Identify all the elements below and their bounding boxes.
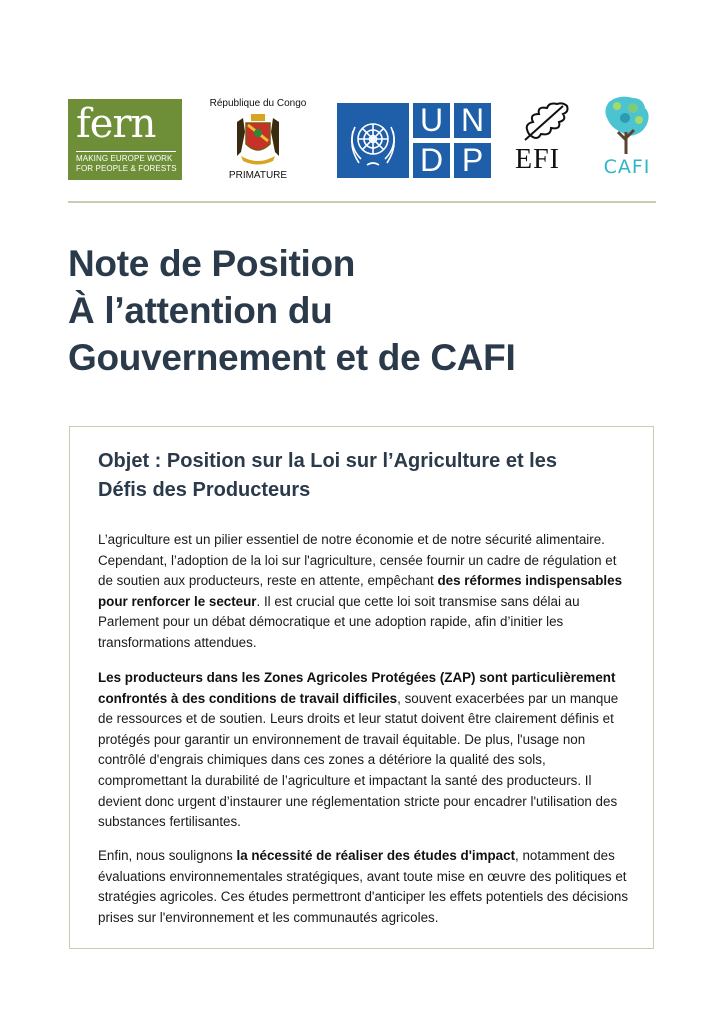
coat-of-arms-icon bbox=[233, 112, 283, 168]
title-line-1: Note de Position bbox=[68, 243, 356, 284]
undp-letter-p: P bbox=[454, 143, 491, 178]
title-line-2: À l’attention du bbox=[68, 290, 333, 331]
title-line-3: Gouvernement et de CAFI bbox=[68, 337, 516, 378]
fern-wordmark: fern bbox=[76, 101, 156, 147]
undp-letter-d: D bbox=[413, 143, 450, 178]
congo-bottom-text: PRIMATURE bbox=[228, 170, 288, 181]
undp-logo bbox=[413, 103, 491, 178]
oak-leaf-icon bbox=[519, 100, 573, 144]
header-divider bbox=[68, 201, 656, 203]
fern-tagline: MAKING EUROPE WORK FOR PEOPLE & FORESTS bbox=[76, 154, 177, 173]
un-logo bbox=[337, 103, 409, 178]
logo-bar bbox=[0, 0, 724, 200]
fern-logo bbox=[68, 99, 182, 180]
cafi-logo bbox=[595, 94, 659, 184]
congo-logo bbox=[196, 98, 320, 184]
undp-letter-n: N bbox=[454, 103, 491, 138]
paragraph-3: Enfin, nous soulignons la nécessité de réaliser des études d'impact, notamment des évaluations environnementales stratégiques, avant toute mise en œuvre des politiques et stratégies agricoles. Ces études permettront d'anticiper les effets potentiels des décisions prises sur l'environnement et les communautés agricoles. bbox=[98, 848, 629, 925]
page-title bbox=[68, 240, 668, 381]
africa-tree-icon bbox=[599, 94, 655, 156]
fern-rule bbox=[76, 151, 176, 152]
un-emblem-icon bbox=[343, 111, 403, 171]
paragraph-2: Les producteurs dans les Zones Agricoles Protégées (ZAP) sont particulièrement confrontés à des conditions de travail difficiles, souvent exacerbées par un manque de ressources et de soutien. Leurs droits et leur statut doivent être clairement définis et protégés pour garantir un environnement de travail équitable. De plus, l'usage non contrôlé d'engrais chimiques dans ces zones a détériore la qualité des sols, compromettant la durabilité de l’agriculture et impactant la santé des producteurs. Il devient donc urgent d’instaurer une réglementation stricte pour encadrer l'utilisation des substances fertilisantes. bbox=[98, 670, 619, 830]
paragraph-1: L’agriculture est un pilier essentiel de notre économie et de notre sécurité alimentaire. Cependant, l’adoption de la loi sur l'agriculture, censée fournir un cadre de régulation et de soutien aux producteurs, reste en attente, empêchant des réformes indispensables pour renforcer le secteur. Il est crucial que cette loi soit transmise sans délai au Parlement pour un débat démocratique et une adoption rapide, afin d’initier les transformations attendues. bbox=[98, 532, 623, 650]
content-box bbox=[69, 426, 654, 949]
cafi-text: CAFI bbox=[603, 156, 651, 178]
efi-logo bbox=[513, 100, 577, 180]
efi-text: EFI bbox=[515, 144, 560, 175]
undp-letter-u: U bbox=[413, 103, 450, 138]
subject-heading: Objet : Position sur la Loi sur l’Agriculture et les Défis des Producteurs bbox=[98, 450, 557, 501]
congo-top-text: République du Congo bbox=[209, 98, 307, 109]
